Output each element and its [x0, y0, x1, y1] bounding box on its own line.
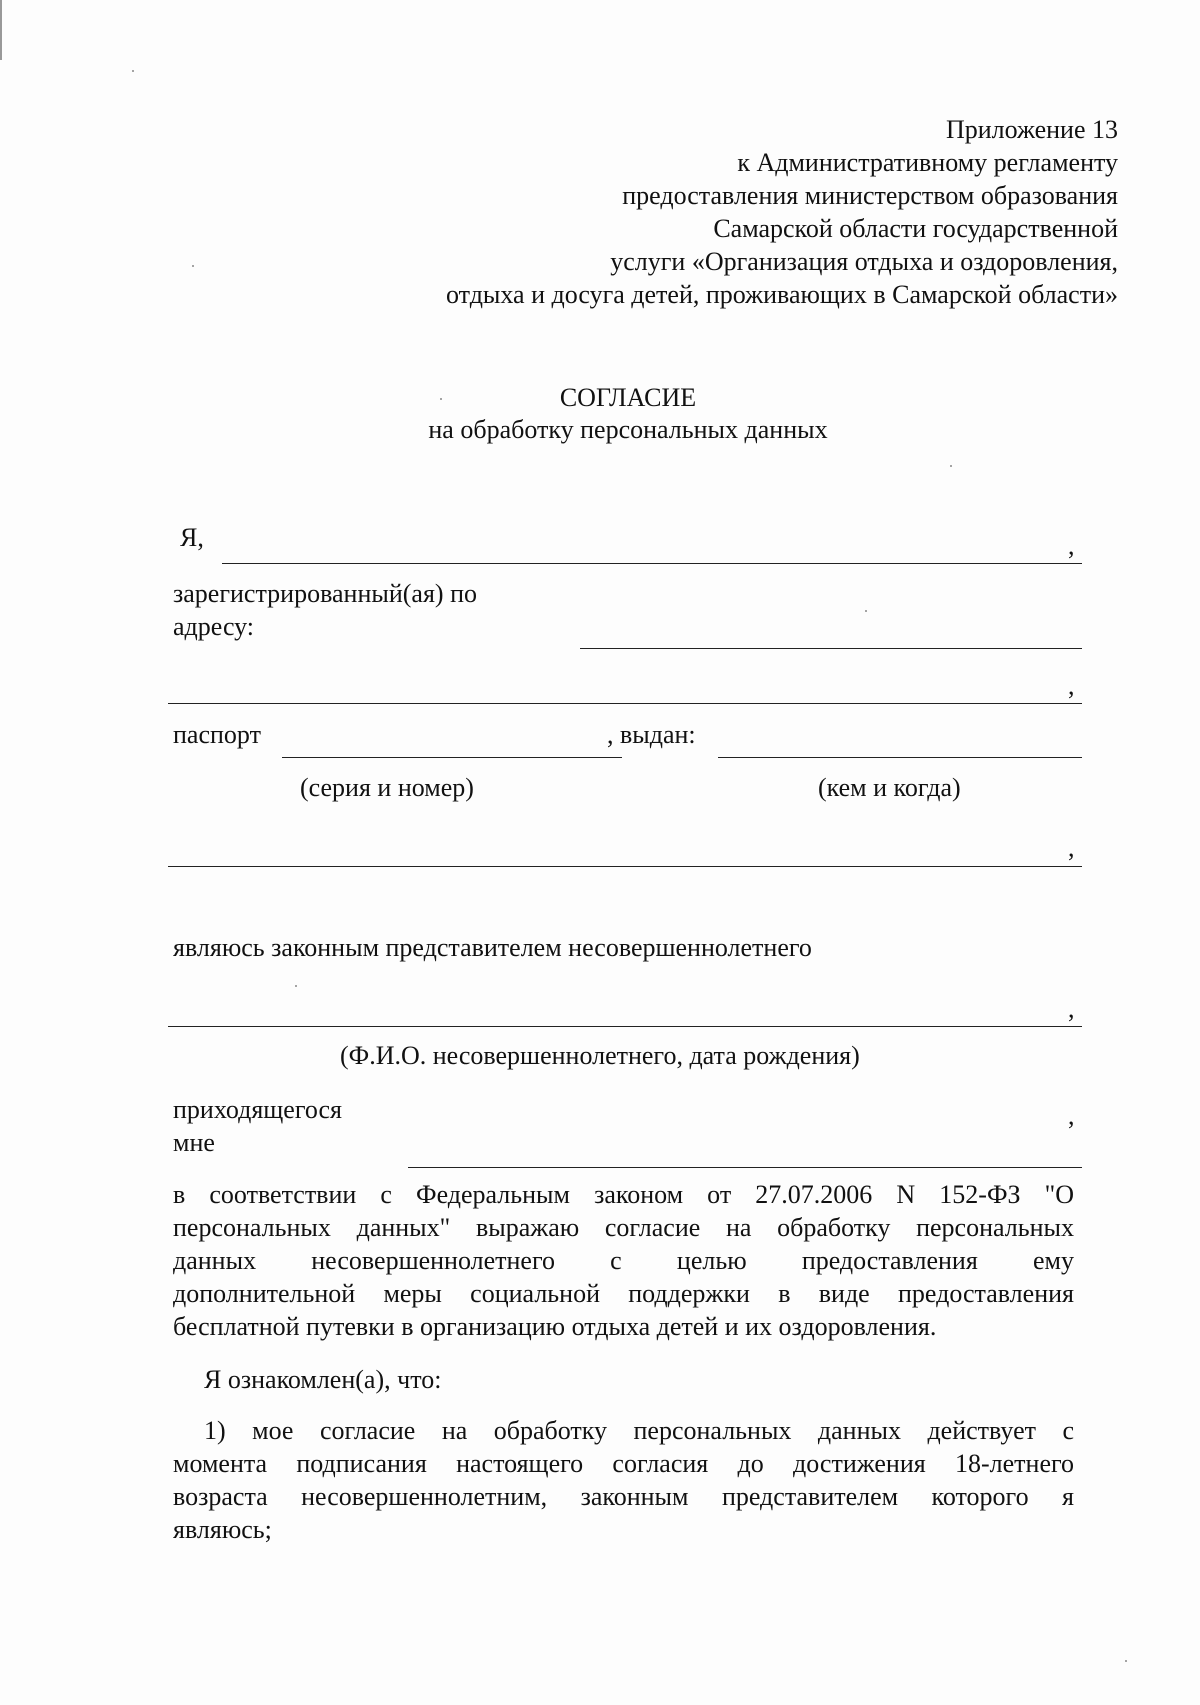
scan-speck [1125, 1660, 1127, 1662]
issued-continuation-field-line[interactable] [168, 866, 1082, 867]
appendix-line-3: предоставления министерством образования [622, 181, 1118, 210]
i-label: Я, [180, 523, 204, 552]
scan-speck [132, 70, 134, 72]
series-number-hint: (серия и номер) [300, 773, 474, 802]
relation-comma: , [1068, 1101, 1075, 1130]
consent-paragraph-line-5: бесплатной путевки в организацию отдыха детей и их оздоровления. [173, 1312, 937, 1341]
appendix-line-1: Приложение 13 [945, 115, 1118, 144]
minor-name-comma: , [1068, 994, 1075, 1023]
scan-speck [440, 398, 442, 400]
address-field-line-1[interactable] [580, 648, 1082, 649]
issued-label: , выдан: [607, 720, 696, 749]
appendix-line-6: отдыха и досуга детей, проживающих в Самарской области» [446, 280, 1118, 309]
item-1-line-2: момента подписания настоящего согласия до достижения 18-летнего [173, 1449, 1074, 1478]
consent-paragraph-line-4: дополнительной меры социальной поддержки в виде предоставления [173, 1279, 1074, 1308]
full-name-field-line[interactable] [222, 563, 1082, 564]
passport-issued-field-line[interactable] [718, 757, 1082, 758]
registered-label-line-2: адресу: [173, 612, 255, 641]
address-comma: , [1068, 671, 1075, 700]
scan-edge-mark [0, 0, 2, 60]
passport-label: паспорт [173, 720, 261, 749]
registered-label-line-1: зарегистрированный(ая) по [173, 579, 477, 608]
scan-speck [865, 610, 867, 612]
appendix-line-5: услуги «Организация отдыха и оздоровления, [610, 247, 1118, 276]
item-1-line-3: возраста несовершеннолетним, законным представителем которого я [173, 1482, 1074, 1511]
scan-speck [295, 985, 297, 987]
appendix-line-2: к Административному регламенту [737, 148, 1118, 177]
consent-paragraph-line-2: персональных данных" выражаю согласие на обработку персональных [173, 1213, 1074, 1242]
issued-continuation-comma: , [1068, 833, 1075, 862]
representative-text: являюсь законным представителем несовершеннолетнего [173, 933, 812, 962]
relation-label-line-1: приходящегося [173, 1095, 342, 1124]
address-field-line-2[interactable] [168, 703, 1082, 704]
item-1-line-4: являюсь; [173, 1515, 272, 1544]
document-title: СОГЛАСИЕ [559, 383, 697, 412]
item-1-line-1: 1) мое согласие на обработку персональных данных действует с [204, 1416, 1074, 1445]
acknowledged-text: Я ознакомлен(а), что: [204, 1365, 442, 1394]
relation-field-line[interactable] [408, 1167, 1082, 1168]
minor-name-hint: (Ф.И.О. несовершеннолетнего, дата рождения) [340, 1041, 860, 1070]
document-subtitle: на обработку персональных данных [428, 415, 828, 444]
appendix-line-4: Самарской области государственной [713, 214, 1118, 243]
relation-label-line-2: мне [173, 1128, 215, 1157]
consent-paragraph-line-1: в соответствии с Федеральным законом от 27.07.2006 N 152-ФЗ "О [173, 1180, 1074, 1209]
scan-speck [192, 265, 194, 267]
full-name-comma: , [1068, 531, 1075, 560]
scan-speck [950, 465, 952, 467]
consent-paragraph-line-3: данных несовершеннолетнего с целью предоставления ему [173, 1246, 1074, 1275]
minor-name-field-line[interactable] [168, 1026, 1082, 1027]
passport-number-field-line[interactable] [282, 757, 622, 758]
issued-by-hint: (кем и когда) [818, 773, 961, 802]
